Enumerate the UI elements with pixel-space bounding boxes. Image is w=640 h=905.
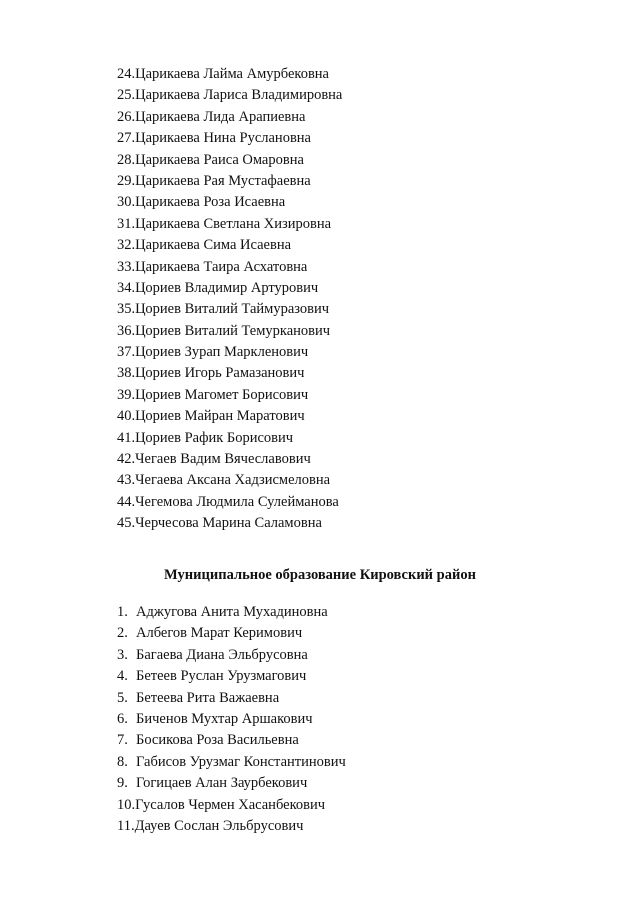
item-number: 5. bbox=[117, 689, 128, 706]
list-item: 37.Цориев Зурап Маркленович bbox=[117, 344, 309, 361]
item-number: 7. bbox=[117, 732, 128, 749]
item-name: Багаева Диана Эльбрусовна bbox=[136, 646, 308, 663]
names-list-continued bbox=[117, 64, 342, 535]
item-number: 9. bbox=[117, 775, 128, 792]
list-item bbox=[117, 816, 346, 837]
list-item bbox=[117, 688, 346, 709]
list-item bbox=[117, 602, 346, 623]
list-item: 43.Чегаева Аксана Хадзисмеловна bbox=[117, 472, 331, 489]
item-name: Биченов Мухтар Аршакович bbox=[136, 710, 313, 727]
list-item: 45.Черчесова Марина Саламовна bbox=[117, 515, 322, 532]
list-item: 30.Царикаева Роза Исаевна bbox=[117, 194, 286, 211]
list-item bbox=[117, 645, 346, 666]
list-item: 33.Царикаева Таира Асхатовна bbox=[117, 258, 308, 275]
list-item bbox=[117, 730, 346, 751]
list-item: 41.Цориев Рафик Борисович bbox=[117, 429, 294, 446]
list-item: 39.Цориев Магомет Борисович bbox=[117, 386, 309, 403]
item-name: Гогицаев Алан Заурбекович bbox=[136, 775, 308, 792]
list-item: 24.Царикаева Лайма Амурбековна bbox=[117, 66, 329, 82]
list-item bbox=[117, 709, 346, 730]
list-item: 44.Чегемова Людмила Сулейманова bbox=[117, 493, 339, 510]
item-number: 8. bbox=[117, 753, 128, 770]
item-name: Бетеев Руслан Урузмагович bbox=[136, 668, 307, 685]
list-item bbox=[117, 666, 346, 687]
item-number: 11. bbox=[117, 817, 135, 834]
item-number: 10. bbox=[117, 796, 136, 813]
item-name: Албегов Марат Керимович bbox=[136, 625, 303, 642]
item-number: 3. bbox=[117, 646, 128, 663]
list-item: 36.Цориев Виталий Темурканович bbox=[117, 322, 331, 339]
item-number: 4. bbox=[117, 668, 128, 685]
item-number: 2. bbox=[117, 625, 128, 642]
item-name: Габисов Урузмаг Константинович bbox=[136, 753, 346, 770]
item-name: Аджугова Анита Мухадиновна bbox=[136, 604, 328, 620]
list-item: 35.Цориев Виталий Таймуразович bbox=[117, 301, 330, 318]
names-list-kirovsky bbox=[117, 602, 346, 837]
item-name: Бетеева Рита Важаевна bbox=[136, 689, 280, 706]
list-item: 42.Чегаев Вадим Вячеславович bbox=[117, 451, 311, 468]
list-item bbox=[117, 623, 346, 644]
list-item: 32.Царикаева Сима Исаевна bbox=[117, 237, 292, 254]
list-item: 27.Царикаева Нина Руслановна bbox=[117, 130, 311, 147]
list-item: 29.Царикаева Рая Мустафаевна bbox=[117, 172, 311, 189]
list-item bbox=[117, 795, 346, 816]
item-name: Босикова Роза Васильевна bbox=[136, 732, 299, 749]
list-item: 25.Царикаева Лариса Владимировна bbox=[117, 87, 343, 104]
item-number: 6. bbox=[117, 710, 128, 727]
item-name: Гусалов Чермен Хасанбекович bbox=[135, 796, 326, 813]
item-name: Дауев Сослан Эльбрусович bbox=[134, 817, 304, 834]
list-item: 28.Царикаева Раиса Омаровна bbox=[117, 151, 304, 168]
item-number: 1. bbox=[117, 604, 128, 620]
section-heading: Муниципальное образование Кировский район bbox=[164, 567, 476, 583]
list-item bbox=[117, 773, 346, 794]
list-item: 34.Цориев Владимир Артурович bbox=[117, 279, 319, 296]
list-item: 40.Цориев Майран Маратович bbox=[117, 408, 305, 425]
list-item: 38.Цориев Игорь Рамазанович bbox=[117, 365, 305, 382]
list-item: 26.Царикаева Лида Арапиевна bbox=[117, 108, 306, 125]
list-item: 31.Царикаева Светлана Хизировна bbox=[117, 215, 332, 232]
list-item bbox=[117, 752, 346, 773]
